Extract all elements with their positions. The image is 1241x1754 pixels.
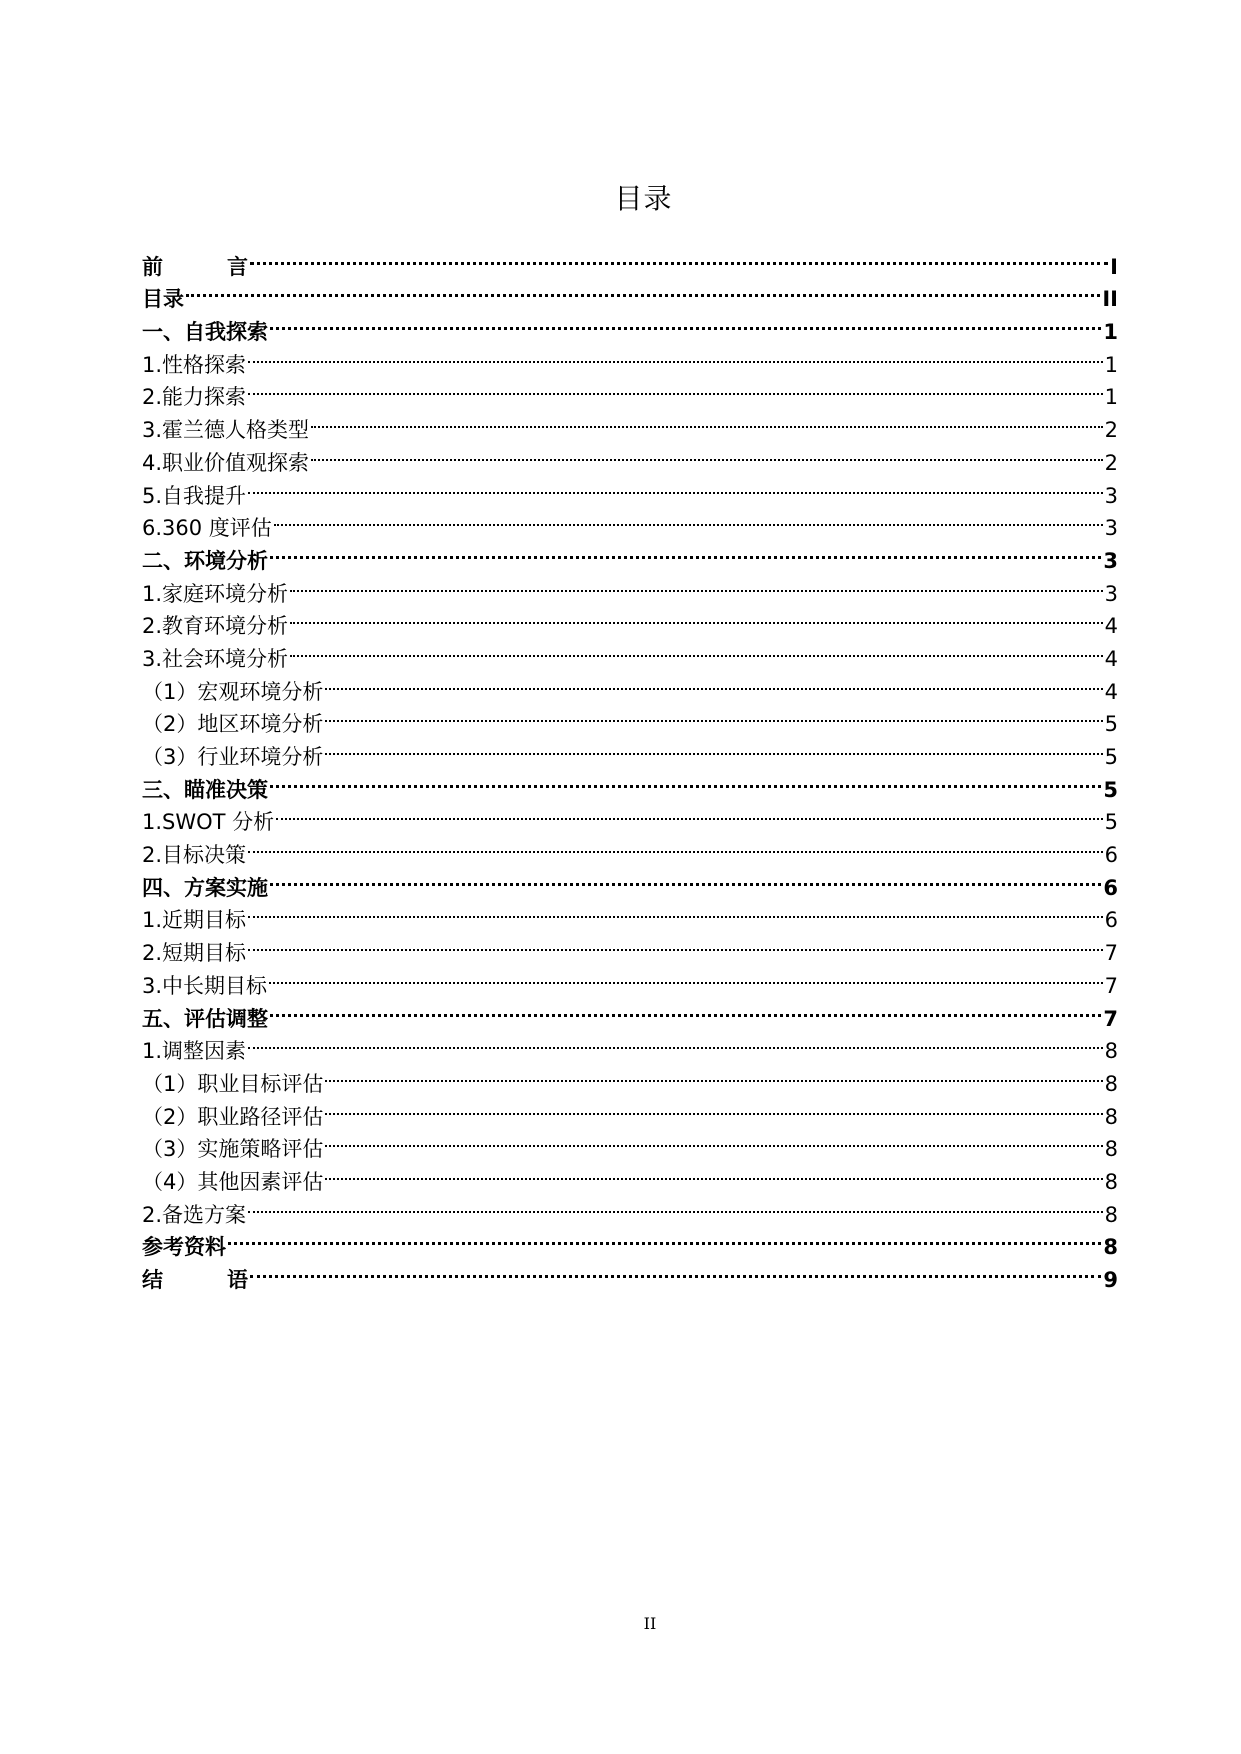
- toc-entry-page-number: 7: [1104, 941, 1118, 966]
- toc-entry-label: 3.社会环境分析: [142, 646, 289, 671]
- toc-dot-leader: [276, 797, 1102, 830]
- toc-entry[interactable]: [142, 535, 1118, 573]
- toc-dot-leader: [270, 306, 1101, 339]
- toc-entry-page-number: 9: [1103, 1268, 1118, 1292]
- toc-dot-leader: [228, 1222, 1101, 1255]
- toc-entry[interactable]: [142, 470, 1118, 508]
- toc-entry-page-number: 3: [1103, 548, 1118, 573]
- toc-entry-label: （3）行业环境分析: [142, 745, 324, 769]
- toc-entry-label: 2.能力探索: [142, 385, 247, 410]
- toc-entry-label: 二、环境分析: [142, 548, 268, 573]
- toc-entry-page-number: 5: [1104, 810, 1118, 835]
- toc-entry[interactable]: [142, 1189, 1118, 1227]
- toc-entry-label: 五、评估调整: [142, 1006, 268, 1031]
- toc-entry-page-number: 5: [1104, 712, 1118, 737]
- toc-entry-page-number: II: [1102, 287, 1118, 312]
- toc-dot-leader: [290, 633, 1103, 666]
- toc-entry[interactable]: [142, 274, 1118, 312]
- toc-dot-leader: [270, 535, 1101, 568]
- toc-entry[interactable]: [142, 895, 1118, 933]
- toc-entry-label: 5.自我提升: [142, 483, 247, 508]
- toc-entry-page-number: 8: [1104, 1169, 1118, 1194]
- page-number: II: [643, 1614, 657, 1633]
- toc-entry[interactable]: [142, 1254, 1118, 1292]
- toc-entry[interactable]: [142, 797, 1118, 835]
- toc-entry-page-number: 6: [1103, 875, 1118, 900]
- toc-dot-leader: [248, 1026, 1103, 1059]
- toc-entry-page-number: 8: [1104, 1137, 1118, 1162]
- toc-dot-leader: [248, 372, 1103, 405]
- toc-dot-leader: [248, 470, 1103, 503]
- toc-entry-page-number: 6: [1104, 843, 1118, 868]
- toc-entry-label: 一、自我探索: [142, 320, 268, 345]
- toc-entry-label: 1.调整因素: [142, 1039, 247, 1064]
- toc-entry-page-number: 7: [1103, 1006, 1118, 1031]
- toc-entry-label: 2.短期目标: [142, 941, 247, 966]
- table-of-contents: [142, 241, 1118, 1292]
- toc-entry-page-number: 4: [1104, 646, 1118, 671]
- toc-entry-label: 4.职业价值观探索: [142, 450, 310, 475]
- toc-entry-page-number: 1: [1104, 352, 1118, 377]
- toc-dot-leader: [186, 274, 1100, 307]
- toc-entry[interactable]: [142, 241, 1118, 279]
- toc-entry[interactable]: [142, 633, 1118, 671]
- toc-entry-page-number: 8: [1104, 1071, 1118, 1096]
- toc-entry-label: 三、瞄准决策: [142, 777, 268, 802]
- toc-dot-leader: [290, 601, 1103, 634]
- toc-dot-leader: [325, 1058, 1102, 1091]
- toc-entry-page-number: 1: [1104, 385, 1118, 410]
- toc-entry-page-number: 6: [1104, 908, 1118, 933]
- toc-entry-page-number: 8: [1104, 1039, 1118, 1064]
- toc-dot-leader: [311, 437, 1103, 470]
- toc-entry-label: （2）地区环境分析: [142, 712, 324, 737]
- toc-entry-label: 3.中长期目标: [142, 973, 268, 998]
- toc-dot-leader: [290, 568, 1103, 601]
- toc-entry-label: （4）其他因素评估: [142, 1169, 324, 1194]
- toc-entry[interactable]: [142, 306, 1118, 345]
- toc-entry-page-number: 8: [1103, 1235, 1118, 1260]
- toc-entry-label: 1.家庭环境分析: [142, 581, 289, 606]
- toc-dot-leader: [250, 241, 1108, 274]
- toc-entry[interactable]: [142, 862, 1118, 900]
- toc-entry-label: 2.教育环境分析: [142, 614, 289, 639]
- toc-entry-label: 前 言: [142, 254, 248, 279]
- toc-dot-leader: [274, 503, 1103, 536]
- toc-entry-label: 2.备选方案: [142, 1202, 247, 1227]
- toc-entry[interactable]: [142, 1058, 1118, 1096]
- toc-entry-label: 参考资料: [142, 1235, 226, 1260]
- toc-entry-page-number: 4: [1104, 614, 1118, 639]
- toc-dot-leader: [248, 339, 1103, 372]
- toc-dot-leader: [248, 895, 1103, 928]
- toc-dot-leader: [248, 829, 1103, 862]
- toc-dot-leader: [248, 1189, 1103, 1222]
- toc-dot-leader: [248, 927, 1103, 960]
- toc-entry[interactable]: [142, 960, 1118, 998]
- toc-entry-label: 2.目标决策: [142, 843, 247, 868]
- toc-entry-page-number: 2: [1104, 418, 1118, 443]
- toc-entry[interactable]: [142, 503, 1118, 541]
- toc-entry-label: 目录: [142, 287, 184, 312]
- toc-entry-page-number: 7: [1104, 973, 1118, 998]
- toc-entry-label: 6.360 度评估: [142, 516, 272, 541]
- toc-entry-page-number: 3: [1104, 516, 1118, 541]
- toc-dot-leader: [250, 1254, 1101, 1287]
- toc-entry-label: 结 语: [142, 1268, 248, 1292]
- toc-entry[interactable]: [142, 764, 1118, 802]
- toc-entry-label: 1.性格探索: [142, 352, 247, 377]
- toc-dot-leader: [311, 404, 1103, 437]
- toc-entry-page-number: 1: [1103, 320, 1118, 345]
- toc-dot-leader: [269, 960, 1103, 993]
- toc-dot-leader: [270, 993, 1101, 1026]
- toc-entry-label: （3）实施策略评估: [142, 1137, 324, 1162]
- toc-entry-page-number: 8: [1104, 1104, 1118, 1129]
- toc-entry-label: （2）职业路径评估: [142, 1104, 324, 1129]
- toc-dot-leader: [325, 1156, 1102, 1189]
- toc-entry-label: 1.近期目标: [142, 908, 247, 933]
- toc-entry[interactable]: [142, 927, 1118, 966]
- toc-entry-page-number: 3: [1104, 483, 1118, 508]
- toc-entry[interactable]: [142, 829, 1118, 868]
- toc-entry[interactable]: [142, 1026, 1118, 1064]
- toc-entry-page-number: I: [1110, 254, 1118, 279]
- toc-entry-page-number: 5: [1104, 745, 1118, 769]
- page-title: 目录: [614, 181, 673, 215]
- toc-entry-label: 1.SWOT 分析: [142, 810, 275, 835]
- toc-entry[interactable]: [142, 372, 1118, 410]
- toc-dot-leader: [325, 1124, 1102, 1157]
- toc-entry-page-number: 8: [1104, 1202, 1118, 1227]
- toc-entry-page-number: 3: [1104, 581, 1118, 606]
- toc-entry[interactable]: [142, 666, 1118, 704]
- toc-dot-leader: [325, 699, 1102, 732]
- toc-entry-label: 四、方案实施: [142, 875, 268, 900]
- toc-dot-leader: [325, 1091, 1102, 1124]
- toc-entry[interactable]: [142, 339, 1118, 377]
- toc-dot-leader: [270, 764, 1101, 797]
- toc-entry[interactable]: [142, 1222, 1118, 1260]
- toc-entry-label: （1）宏观环境分析: [142, 679, 324, 704]
- toc-entry[interactable]: [142, 993, 1118, 1031]
- toc-dot-leader: [325, 666, 1102, 699]
- toc-entry-label: （1）职业目标评估: [142, 1071, 324, 1096]
- toc-entry[interactable]: [142, 404, 1118, 443]
- toc-entry-page-number: 5: [1103, 777, 1118, 802]
- toc-entry-page-number: 2: [1104, 450, 1118, 475]
- toc-entry[interactable]: [142, 601, 1118, 639]
- toc-dot-leader: [325, 731, 1102, 764]
- toc-entry-page-number: 4: [1104, 679, 1118, 704]
- toc-dot-leader: [270, 862, 1101, 895]
- toc-entry-label: 3.霍兰德人格类型: [142, 418, 310, 443]
- toc-entry[interactable]: [142, 568, 1118, 606]
